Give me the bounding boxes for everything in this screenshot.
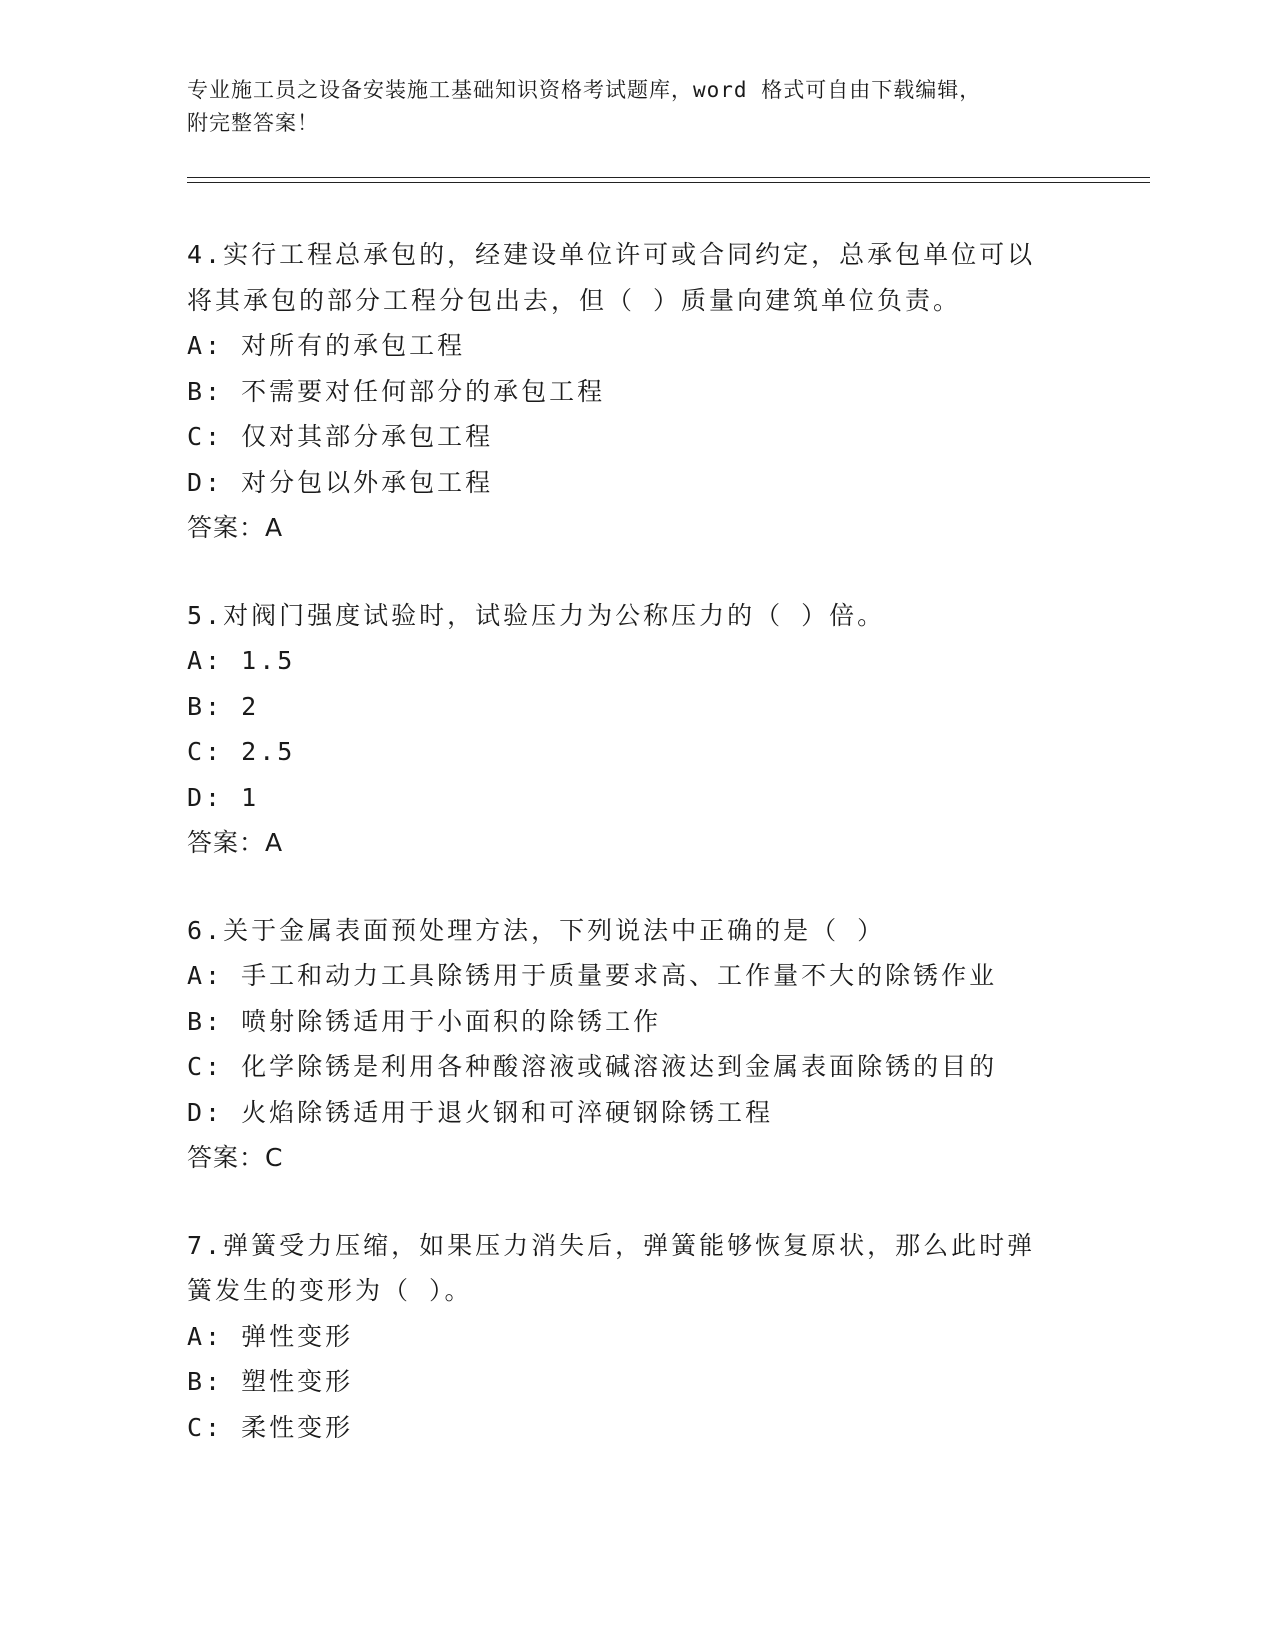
option-c: C: 柔性变形 bbox=[187, 1412, 354, 1442]
option-c: C: 化学除锈是利用各种酸溶液或碱溶液达到金属表面除锈的目的 bbox=[187, 1052, 998, 1081]
question-text: 簧发生的变形为（ ）。 bbox=[187, 1276, 473, 1305]
header-line-1: 专业施工员之设备安装施工基础知识资格考试题库，word 格式可自由下载编辑， bbox=[187, 78, 982, 102]
answer: 答案：A bbox=[187, 828, 284, 857]
question-text: 7.弹簧受力压缩，如果压力消失后，弹簧能够恢复原状，那么此时弹 bbox=[187, 1230, 1036, 1260]
option-d: D: 1 bbox=[187, 782, 260, 812]
option-a: A: 弹性变形 bbox=[187, 1321, 354, 1351]
option-b: B: 不需要对任何部分的承包工程 bbox=[187, 376, 606, 406]
question-text: 5.对阀门强度试验时，试验压力为公称压力的（ ）倍。 bbox=[187, 600, 886, 630]
question-list bbox=[187, 232, 1087, 1492]
question-7 bbox=[187, 1223, 1087, 1451]
question-6 bbox=[187, 908, 1087, 1181]
option-c: C: 2.5 bbox=[187, 737, 296, 766]
question-4 bbox=[187, 232, 1087, 551]
question-text: 6.关于金属表面预处理方法，下列说法中正确的是（ ） bbox=[187, 915, 886, 945]
option-a: A: 1.5 bbox=[187, 646, 296, 675]
answer: 答案：C bbox=[187, 1143, 284, 1172]
option-d: D: 火焰除锈适用于退火钢和可淬硬钢除锈工程 bbox=[187, 1097, 774, 1127]
option-a: A: 对所有的承包工程 bbox=[187, 331, 466, 360]
option-c: C: 仅对其部分承包工程 bbox=[187, 422, 494, 451]
option-d: D: 对分包以外承包工程 bbox=[187, 467, 494, 497]
question-5 bbox=[187, 593, 1087, 866]
option-a: A: 手工和动力工具除锈用于质量要求高、工作量不大的除锈作业 bbox=[187, 961, 998, 990]
question-text: 4.实行工程总承包的，经建设单位许可或合同约定，总承包单位可以 bbox=[187, 240, 1036, 269]
question-text: 将其承包的部分工程分包出去，但（ ）质量向建筑单位负责。 bbox=[187, 285, 962, 315]
option-b: B: 塑性变形 bbox=[187, 1367, 354, 1396]
header-divider-top bbox=[187, 177, 1150, 178]
document-header bbox=[187, 74, 1087, 140]
option-b: B: 喷射除锈适用于小面积的除锈工作 bbox=[187, 1006, 662, 1036]
option-b: B: 2 bbox=[187, 691, 260, 721]
header-divider-bottom bbox=[187, 182, 1150, 183]
header-line-2: 附完整答案！ bbox=[187, 111, 319, 135]
answer: 答案：A bbox=[187, 513, 284, 542]
